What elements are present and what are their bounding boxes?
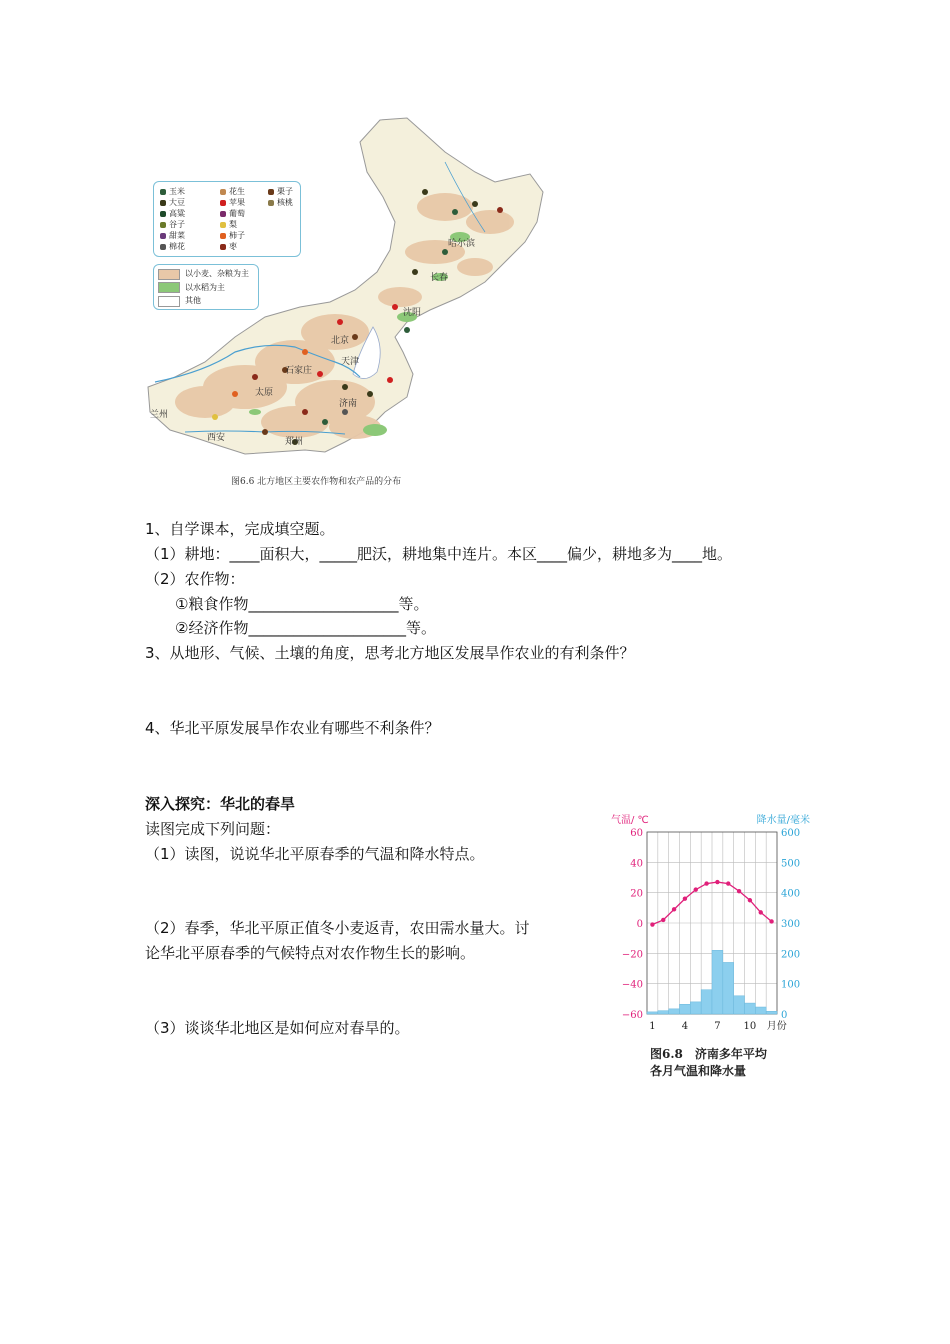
crop-icon — [220, 189, 226, 195]
temperature-point — [661, 918, 665, 922]
city-label-xian: 西安 — [207, 433, 226, 443]
temperature-tick-label: −60 — [621, 1010, 643, 1021]
area-legend-label: 其他 — [185, 296, 201, 305]
question-3: 3、从地形、气候、土壤的角度，思考北方地区发展旱作农业的有利条件？ — [145, 644, 635, 662]
crop-legend-item — [220, 219, 268, 230]
crop-legend-label: 谷子 — [169, 220, 185, 229]
area-legend — [153, 264, 259, 310]
precipitation-bar — [690, 1002, 701, 1014]
temperature-point — [759, 910, 763, 914]
crop-icon — [220, 222, 226, 228]
precipitation-bar — [701, 990, 712, 1014]
crop-legend-label: 枣 — [229, 242, 237, 251]
crop-legend-item — [220, 230, 268, 241]
month-tick-label: 1 — [649, 1021, 656, 1032]
crop-icon — [268, 200, 274, 206]
question-1-grain-crops: ①粮食作物____________________等。 — [175, 595, 429, 613]
explore-question-2-line-2: 论华北平原春季的气候特点对农作物生长的影响。 — [145, 944, 476, 962]
city-label-shenyang: 沈阳 — [403, 308, 422, 318]
precipitation-tick-label: 200 — [781, 949, 801, 961]
precipitation-tick-label: 400 — [781, 888, 801, 900]
city-label-taiyuan: 太原 — [255, 388, 274, 398]
crop-legend-item — [160, 219, 220, 230]
crop-icon — [220, 211, 226, 217]
crop-icon — [160, 211, 166, 217]
city-label-lanzhou: 兰州 — [150, 410, 169, 420]
crop-legend-item — [268, 197, 304, 208]
question-1-part-1: （1）耕地：____面积大，_____肥沃，耕地集中连片。本区____偏少，耕地多为____地。 — [145, 545, 733, 563]
precipitation-bar — [745, 1003, 756, 1014]
month-tick-label: 10 — [743, 1021, 757, 1032]
temperature-point — [769, 919, 773, 923]
crop-icon — [160, 244, 166, 250]
precipitation-axis-title: 降水量/毫米 — [756, 815, 810, 826]
crop-legend — [153, 181, 301, 257]
crop-icon — [220, 244, 226, 250]
crop-legend-label: 花生 — [229, 187, 245, 196]
temperature-tick-label: −40 — [621, 979, 643, 991]
precipitation-tick-label: 600 — [781, 828, 801, 839]
temperature-tick-label: 40 — [630, 858, 643, 870]
crop-legend-label: 柿子 — [229, 231, 245, 240]
crop-legend-item — [160, 208, 220, 219]
temperature-point — [704, 881, 708, 885]
crop-legend-label: 甜菜 — [169, 231, 185, 240]
crop-icon — [268, 189, 274, 195]
crop-legend-label: 葡萄 — [229, 209, 245, 218]
crop-legend-label: 梨 — [229, 220, 237, 229]
precipitation-tick-label: 500 — [781, 858, 801, 870]
precipitation-tick-label: 100 — [781, 979, 801, 991]
month-tick-label: 4 — [681, 1021, 689, 1032]
temperature-point — [748, 898, 752, 902]
temperature-tick-label: 60 — [630, 828, 643, 839]
month-tick-label: 7 — [714, 1021, 721, 1032]
precipitation-tick-label: 300 — [781, 919, 801, 930]
crop-legend-item — [160, 197, 220, 208]
question-1-title: 1、自学课本，完成填空题。 — [145, 520, 335, 538]
question-1-part-2: （2）农作物： — [145, 570, 245, 588]
temperature-tick-label: 0 — [636, 919, 643, 930]
chart-caption-line-1: 图6.8 济南多年平均 — [650, 1047, 767, 1061]
crop-legend-item — [220, 186, 268, 197]
area-legend-item — [158, 268, 249, 280]
temperature-axis-title: 气温/ ℃ — [611, 815, 649, 826]
city-label-tianjin: 天津 — [341, 357, 360, 367]
area-legend-label: 以水稻为主 — [185, 282, 225, 292]
city-label-beijing: 北京 — [331, 336, 350, 346]
temperature-tick-label: 20 — [630, 888, 643, 900]
x-axis-title: 月份 — [766, 1021, 787, 1032]
crop-icon — [160, 200, 166, 206]
crop-legend-item — [268, 186, 304, 197]
crop-legend-item — [160, 186, 220, 197]
jinan-climate-chart — [605, 808, 815, 1038]
map-figure — [145, 112, 555, 492]
city-label-changchun: 长春 — [430, 273, 449, 283]
temperature-tick-label: −20 — [621, 949, 643, 961]
city-label-harbin: 哈尔滨 — [448, 239, 476, 249]
question-1-cash-crops: ②经济作物_____________________等。 — [175, 619, 436, 637]
crop-legend-label: 大豆 — [169, 198, 185, 207]
crop-legend-label: 核桃 — [277, 198, 293, 207]
temperature-point — [650, 922, 654, 926]
crop-legend-item — [160, 230, 220, 241]
crop-legend-item — [220, 197, 268, 208]
city-label-shijiazhuang: 石家庄 — [285, 366, 313, 376]
explore-question-2-line-1: （2）春季，华北平原正值冬小麦返青，农田需水量大。讨 — [145, 919, 530, 937]
crop-icon — [220, 233, 226, 239]
temperature-point — [737, 889, 741, 893]
crop-legend-label: 玉米 — [169, 187, 185, 196]
area-swatch — [158, 269, 180, 280]
area-legend-item — [158, 295, 249, 307]
explore-question-1: （1）读图，说说华北平原春季的气温和降水特点。 — [145, 845, 485, 863]
precipitation-bar — [647, 1012, 658, 1014]
precipitation-bar — [658, 1011, 669, 1014]
crop-legend-item — [220, 208, 268, 219]
temperature-point — [726, 881, 730, 885]
crop-legend-item — [160, 241, 220, 252]
crop-legend-label: 栗子 — [277, 187, 293, 196]
area-swatch — [158, 296, 180, 307]
temperature-point — [683, 897, 687, 901]
precipitation-bar — [734, 996, 745, 1014]
crop-icon — [160, 222, 166, 228]
city-label-zhengzhou: 郑州 — [285, 437, 304, 447]
crop-legend-label: 棉花 — [169, 242, 185, 251]
precipitation-tick-label: 0 — [781, 1010, 788, 1021]
question-4: 4、华北平原发展旱作农业有哪些不利条件？ — [145, 719, 440, 737]
temperature-point — [715, 880, 719, 884]
crop-legend-label: 苹果 — [229, 198, 245, 207]
temperature-point — [672, 907, 676, 911]
chart-caption-line-2: 各月气温和降水量 — [650, 1064, 747, 1078]
precipitation-bar — [669, 1009, 680, 1014]
crop-icon — [160, 189, 166, 195]
crop-legend-item — [220, 241, 268, 252]
area-legend-item — [158, 282, 249, 294]
precipitation-bar — [766, 1011, 777, 1014]
area-legend-label: 以小麦、杂粮为主 — [185, 269, 249, 278]
precipitation-bar — [712, 950, 723, 1014]
crop-icon — [220, 200, 226, 206]
explore-intro: 读图完成下列问题： — [145, 820, 281, 838]
explore-question-3: （3）谈谈华北地区是如何应对春旱的。 — [145, 1019, 410, 1037]
crop-legend-label: 高粱 — [169, 209, 185, 218]
precipitation-bar — [680, 1004, 691, 1014]
crop-icon — [160, 233, 166, 239]
temperature-point — [694, 887, 698, 891]
city-label-jinan: 济南 — [339, 399, 358, 409]
precipitation-bar — [755, 1007, 766, 1014]
area-swatch — [158, 282, 180, 293]
precipitation-bar — [723, 962, 734, 1014]
map-caption: 图6.6 北方地区主要农作物和农产品的分布 — [231, 477, 402, 487]
explore-heading: 深入探究：华北的春旱 — [145, 795, 296, 813]
